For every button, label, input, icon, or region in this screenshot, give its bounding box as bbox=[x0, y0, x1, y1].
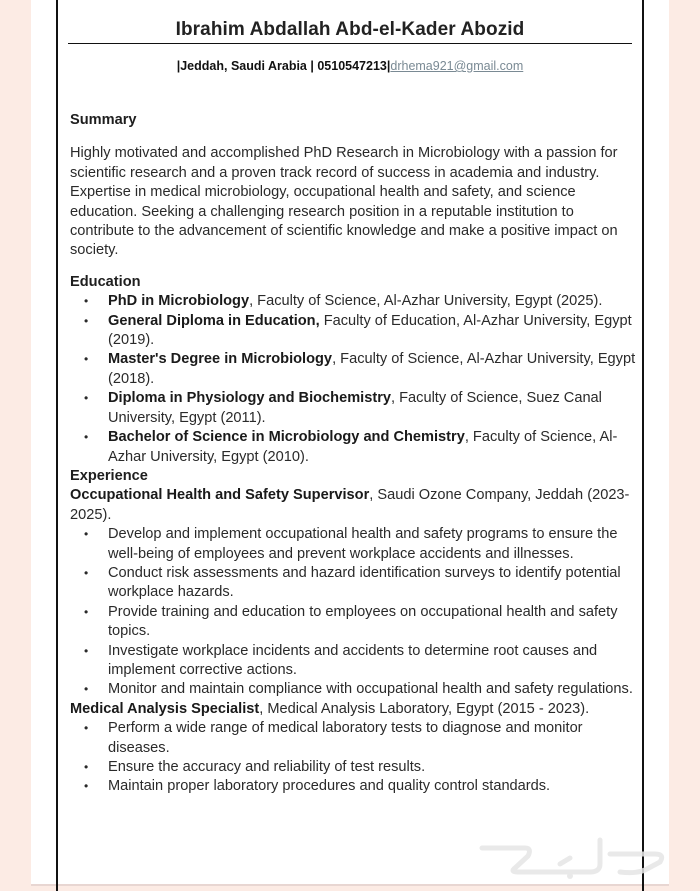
bullet-icon: • bbox=[84, 391, 89, 406]
summary-heading: Summary bbox=[70, 112, 137, 128]
education-details: Faculty of Education, Al-Azhar University, Egypt (2019). bbox=[108, 312, 632, 349]
job-duties-list bbox=[70, 719, 640, 797]
duty-item bbox=[70, 603, 640, 642]
duty-item bbox=[70, 642, 640, 681]
bullet-icon: • bbox=[84, 527, 89, 542]
duty-item bbox=[70, 719, 640, 758]
duty-text: Conduct risk assessments and hazard identification surveys to identify potential workplace hazards. bbox=[108, 564, 621, 601]
bullet-icon: • bbox=[84, 430, 89, 445]
education-details: , Faculty of Science, Suez Canal University, Egypt (2011). bbox=[108, 390, 602, 426]
job-title: Medical Analysis Specialist bbox=[70, 700, 260, 717]
duty-text: Ensure the accuracy and reliability of test results. bbox=[108, 759, 426, 775]
education-degree: PhD in Microbiology bbox=[108, 293, 250, 310]
contact-email-link[interactable]: drhema921@gmail.com bbox=[390, 59, 524, 73]
duty-item bbox=[70, 680, 640, 699]
bullet-icon: • bbox=[84, 313, 89, 328]
education-item bbox=[70, 389, 640, 428]
job-entry bbox=[70, 486, 640, 699]
education-details: , Faculty of Science, Al-Azhar University, Egypt (2018). bbox=[108, 351, 636, 387]
experience-heading: Experience bbox=[70, 467, 148, 484]
contact-phone: 0510547213 bbox=[317, 59, 387, 73]
duty-text: Develop and implement occupational health and safety programs to ensure the well-being of employees and prevent workplace accidents and illnesses. bbox=[108, 526, 618, 562]
summary-text: Highly motivated and accomplished PhD Research in Microbiology with a passion for scientific research and a proven track record of success in academia and industry. Expertise in medical microbiology, occupational health and safety, and science education. Seeking a challenging research position in a reputable institution to contribute to the advancement of scientific knowledge and make a positive impact on society. bbox=[70, 145, 618, 259]
bullet-icon: • bbox=[84, 779, 89, 794]
job-details: , Medical Analysis Laboratory, Egypt (2015 - 2023). bbox=[259, 700, 590, 717]
bullet-icon: • bbox=[84, 682, 89, 697]
education-item bbox=[70, 312, 640, 351]
job-details: , Saudi Ozone Company, Jeddah (2023- 2025). bbox=[70, 487, 630, 523]
bullet-icon: • bbox=[84, 352, 89, 367]
contact-line bbox=[0, 58, 700, 74]
duty-item bbox=[70, 758, 640, 777]
bullet-icon: • bbox=[84, 760, 89, 774]
job-header bbox=[70, 486, 640, 525]
duty-text: Provide training and education to employees on occupational health and safety topics. bbox=[108, 603, 618, 640]
bullet-icon: • bbox=[84, 294, 89, 309]
job-duties-list bbox=[70, 525, 640, 700]
bullet-icon: • bbox=[84, 721, 89, 736]
bullet-icon: • bbox=[84, 643, 89, 658]
duty-item bbox=[70, 564, 640, 603]
candidate-name: Ibrahim Abdallah Abd-el-Kader Abozid bbox=[175, 19, 525, 40]
bullet-icon: • bbox=[84, 565, 89, 580]
job-entry bbox=[70, 700, 640, 797]
education-details: , Faculty of Science, Al-Azhar University, Egypt (2010). bbox=[108, 429, 618, 465]
education-item bbox=[70, 350, 640, 389]
education-details: , Faculty of Science, Al-Azhar University, Egypt (2025). bbox=[249, 293, 603, 310]
education-degree: Diploma in Physiology and Biochemistry bbox=[108, 390, 392, 407]
education-item bbox=[70, 428, 640, 467]
education-list bbox=[70, 292, 640, 467]
haraj-logo-icon bbox=[470, 834, 670, 880]
duty-text: Investigate workplace incidents and accidents to determine root causes and implement corrective actions. bbox=[108, 642, 598, 678]
contact-location: Jeddah, Saudi Arabia bbox=[180, 59, 307, 73]
duty-item bbox=[70, 777, 640, 796]
header-divider bbox=[68, 43, 632, 44]
duty-text: Monitor and maintain compliance with occupational health and safety regulations. bbox=[108, 681, 633, 698]
resume-body bbox=[70, 111, 640, 797]
contact-separator: | bbox=[306, 59, 318, 73]
job-header bbox=[70, 700, 640, 719]
contact-separator-2: | bbox=[386, 59, 391, 73]
duty-item bbox=[70, 525, 640, 564]
duty-text: Maintain proper laboratory procedures and quality control standards. bbox=[108, 778, 551, 795]
education-heading: Education bbox=[70, 273, 141, 290]
education-degree: General Diploma in Education, bbox=[108, 312, 320, 329]
job-title: Occupational Health and Safety Supervisor bbox=[70, 487, 370, 504]
education-item bbox=[70, 292, 640, 311]
contact-prefix: | bbox=[176, 59, 181, 73]
education-degree: Bachelor of Science in Microbiology and Chemistry bbox=[108, 429, 465, 446]
education-degree: Master's Degree in Microbiology bbox=[108, 351, 333, 368]
duty-text: Perform a wide range of medical laboratory tests to diagnose and monitor diseases. bbox=[108, 720, 583, 756]
bullet-icon: • bbox=[84, 604, 89, 619]
